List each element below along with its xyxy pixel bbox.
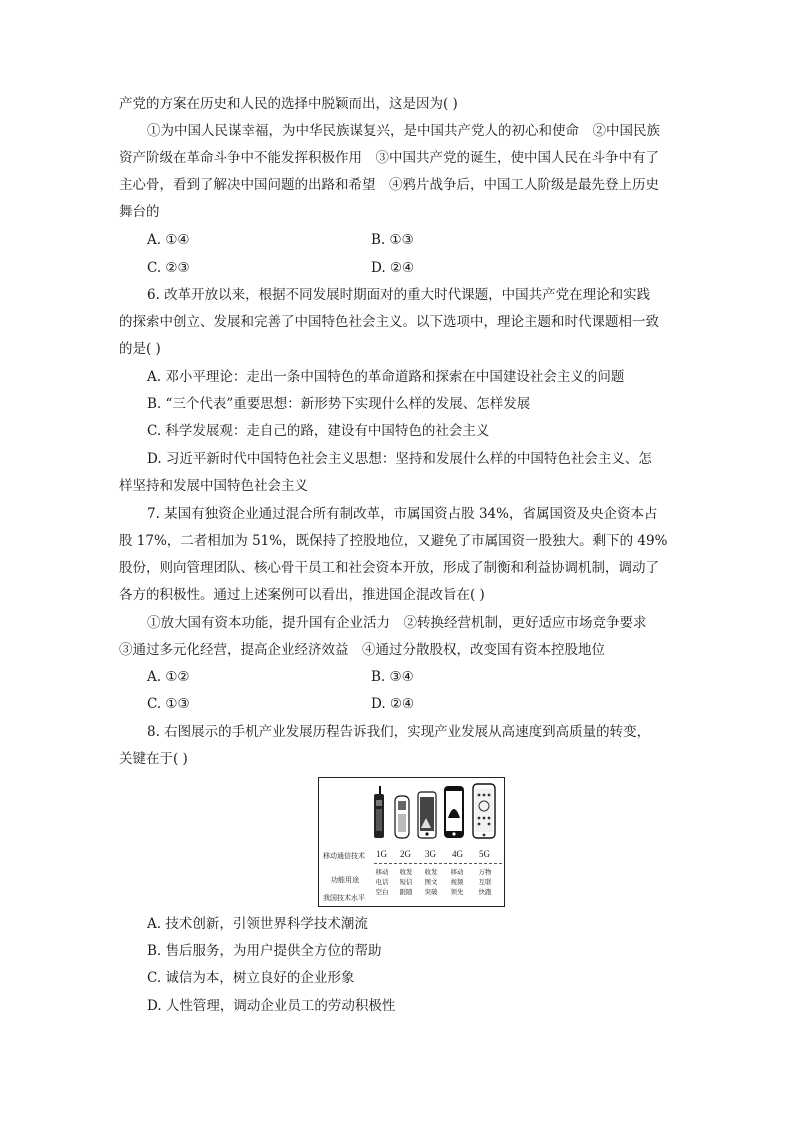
5g-smartphone-icon bbox=[473, 784, 495, 838]
q8-option-d[interactable]: D. 人性管理，调动企业员工的劳动积极性 bbox=[147, 998, 396, 1014]
q5-stem-tail: 产党的方案在历史和人民的选择中脱颖而出，这是因为( ) bbox=[119, 96, 458, 112]
q6-stem-line: 的探索中创立、发展和完善了中国特色社会主义。以下选项中，理论主题和时代课题相一致 bbox=[119, 314, 659, 330]
fig-gen-1g: 1G bbox=[376, 849, 387, 859]
fig-use-3g: 收发 图文 突破 bbox=[424, 868, 438, 896]
fig-use-2g: 收发 短信 跟随 bbox=[399, 868, 413, 896]
fig-gen-4g: 4G bbox=[452, 849, 463, 859]
phone-evolution-figure bbox=[318, 777, 505, 907]
q6-option-b[interactable]: B. “三个代表”重要思想：新形势下实现什么样的发展、怎样发展 bbox=[147, 396, 531, 412]
q7-statement-line: ③通过多元化经营，提高企业经济效益 ④通过分散股权，改变国有资本控股地位 bbox=[119, 642, 605, 658]
q6-option-a[interactable]: A. 邓小平理论：走出一条中国特色的革命道路和探索在中国建设社会主义的问题 bbox=[147, 369, 625, 385]
q5-statement-line: 舞台的 bbox=[119, 204, 160, 220]
q7-option-d[interactable]: D. ②④ bbox=[371, 696, 415, 712]
q8-option-b[interactable]: B. 售后服务，为用户提供全方位的帮助 bbox=[147, 943, 382, 959]
q6-option-d[interactable]: D. 习近平新时代中国特色社会主义思想：坚持和发展什么样的中国特色社会主义、怎 bbox=[147, 451, 652, 467]
q7-option-b[interactable]: B. ③④ bbox=[371, 669, 414, 685]
q8-option-c[interactable]: C. 诚信为本，树立良好的企业形象 bbox=[147, 970, 355, 986]
fig-use-4g: 移动 视频 领先 bbox=[450, 868, 464, 896]
q5-option-a[interactable]: A. ①④ bbox=[147, 232, 190, 248]
q6-option-c[interactable]: C. 科学发展观：走自己的路，建设有中国特色的社会主义 bbox=[147, 423, 490, 439]
fig-divider bbox=[374, 863, 502, 864]
1g-brick-phone-icon bbox=[374, 786, 384, 838]
q5-option-b[interactable]: B. ①③ bbox=[371, 232, 414, 248]
2g-feature-phone-icon bbox=[395, 796, 409, 838]
q5-statement-line: ①为中国人民谋幸福，为中华民族谋复兴，是中国共产党人的初心和使命 ②中国民族 bbox=[147, 123, 660, 139]
q7-stem-line: 7. 某国有独资企业通过混合所有制改革，市属国资占股 34%，省属国资及央企资本占 bbox=[147, 506, 658, 522]
q8-option-a[interactable]: A. 技术创新，引领世界科学技术潮流 bbox=[147, 916, 368, 932]
q7-option-c[interactable]: C. ①③ bbox=[147, 696, 190, 712]
3g-smartphone-icon bbox=[418, 792, 436, 838]
q7-stem-line: 各方的积极性。通过上述案例可以看出，推进国企混改旨在( ) bbox=[119, 587, 485, 603]
fig-gen-5g: 5G bbox=[479, 849, 490, 859]
fig-use-1g: 移动 电话 空白 bbox=[375, 868, 389, 896]
q6-option-d-cont: 样坚持和发展中国特色社会主义 bbox=[119, 478, 308, 494]
q8-stem-line: 关键在于( ) bbox=[119, 751, 188, 767]
4g-smartphone-icon bbox=[444, 786, 464, 838]
fig-row-label-tech: 移动通信技术 bbox=[323, 852, 365, 860]
fig-gen-2g: 2G bbox=[400, 849, 411, 859]
q6-stem-line: 6. 改革开放以来，根据不同发展时期面对的重大时代课题，中国共产党在理论和实践 bbox=[147, 287, 651, 303]
fig-row-label-use: 功能用途 bbox=[331, 876, 359, 884]
q7-option-a[interactable]: A. ①② bbox=[147, 669, 190, 685]
q8-stem-line: 8. 右图展示的手机产业发展历程告诉我们，实现产业发展从高速度到高质量的转变， bbox=[147, 724, 651, 740]
q7-stem-line: 股份，则向管理团队、核心骨干员工和社会资本开放，形成了制衡和利益协调机制，调动了 bbox=[119, 560, 659, 576]
fig-use-5g: 万物 互联 快跑 bbox=[478, 868, 492, 896]
phone-illustrations bbox=[319, 778, 504, 844]
q5-option-c[interactable]: C. ②③ bbox=[147, 260, 190, 276]
q5-option-d[interactable]: D. ②④ bbox=[371, 260, 415, 276]
q6-stem-line: 的是( ) bbox=[119, 341, 161, 357]
q5-statement-line: 主心骨，看到了解决中国问题的出路和希望 ④鸦片战争后，中国工人阶级是最先登上历史 bbox=[119, 177, 659, 193]
q7-statement-line: ①放大国有资本功能，提升国有企业活力 ②转换经营机制，更好适应市场竞争要求 bbox=[147, 615, 647, 631]
fig-row-label-level: 我国技术水平 bbox=[323, 894, 365, 902]
q7-stem-line: 股 17%，二者相加为 51%，既保持了控股地位，又避免了市属国资一股独大。剩下的 49% bbox=[119, 533, 668, 549]
fig-gen-3g: 3G bbox=[425, 849, 436, 859]
q5-statement-line: 资产阶级在革命斗争中不能发挥积极作用 ③中国共产党的诞生，使中国人民在斗争中有了 bbox=[119, 150, 659, 166]
